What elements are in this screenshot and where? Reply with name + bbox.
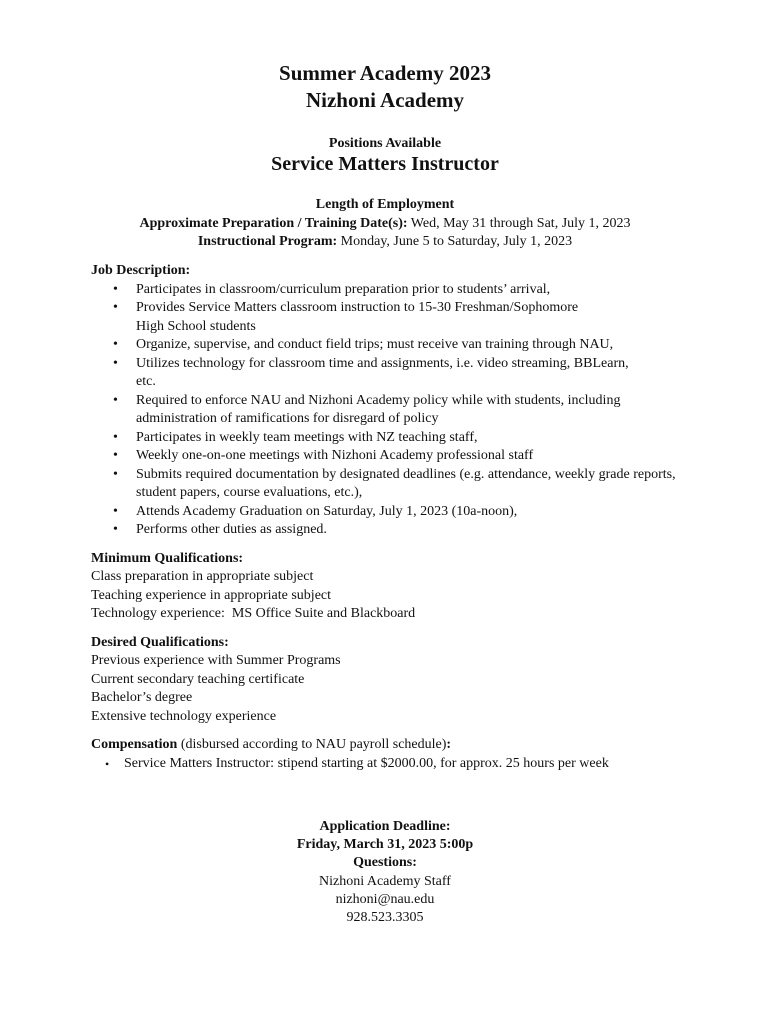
list-item: • Utilizes technology for classroom time and assignments, i.e. video streaming, BBLearn, etc. (91, 355, 691, 392)
desired-qualification-item: Previous experience with Summer Programs (91, 653, 341, 668)
desired-qualification-item: Extensive technology experience (91, 708, 277, 724)
list-item: • Provides Service Matters classroom instruction to 15-30 Freshman/Sophomore High School students (91, 299, 691, 336)
list-item: • Participates in classroom/curriculum preparation prior to students’ arrival, (91, 281, 691, 300)
employment-heading: Length of Employment (315, 197, 455, 212)
compensation-note: (disbursed according to NAU payroll schedule) (177, 737, 447, 752)
list-item: • Weekly one-on-one meetings with Nizhoni Academy professional staff (91, 447, 691, 466)
program-label: Instructional Program: (197, 234, 338, 249)
contact-email[interactable]: nizhoni@nau.edu (335, 891, 435, 907)
prep-label: Approximate Preparation / Training Date(s): (139, 215, 408, 231)
title-line-1: Summer Academy 2023 (279, 61, 491, 85)
desired-qualification-item: Current secondary teaching certificate (91, 671, 305, 687)
contact-phone: 928.523.3305 (346, 910, 424, 926)
list-item: • Organize, supervise, and conduct field trips; must receive van training through NAU, (91, 336, 691, 355)
title-line-2: Nizhoni Academy (305, 88, 465, 112)
program-value: Monday, June 5 to Saturday, July 1, 2023 (337, 234, 573, 249)
list-item: • Attends Academy Graduation on Saturday, July 1, 2023 (10a-noon), (91, 503, 691, 522)
document-title (0, 60, 770, 114)
compensation-list (91, 755, 691, 774)
compensation-line (91, 736, 691, 755)
job-description-heading: Job Description: (91, 263, 191, 278)
compensation-colon: : (446, 737, 452, 752)
job-description-list (91, 281, 691, 540)
list-item: • Participates in weekly team meetings with NZ teaching staff, (91, 429, 691, 448)
role-title: Service Matters Instructor (271, 153, 499, 175)
minimum-qualifications-heading: Minimum Qualifications: (91, 550, 244, 566)
list-item: • Submits required documentation by designated deadlines (e.g. attendance, weekly grade reports, student papers, course evaluations, etc.), (91, 466, 691, 503)
minimum-qualification-item: Technology experience: MS Office Suite and Blackboard (91, 606, 416, 621)
deadline-value: Friday, March 31, 2023 5:00p (296, 837, 474, 853)
application-footer (0, 818, 770, 927)
positions-available: Positions Available (328, 136, 442, 151)
document-body (91, 262, 691, 773)
employment-dates (0, 196, 770, 252)
minimum-qualification-item: Teaching experience in appropriate subject (91, 587, 332, 603)
list-item: • Required to enforce NAU and Nizhoni Academy policy while with students, including administration of ramifications for disregard of policy (91, 392, 691, 429)
program-dates-line (0, 233, 770, 252)
questions-label: Questions: (353, 855, 417, 871)
minimum-qualification-item: Class preparation in appropriate subject (91, 569, 314, 584)
contact-name: Nizhoni Academy Staff (319, 873, 451, 889)
list-item: • Performs other duties as assigned. (91, 521, 691, 540)
list-item: • Service Matters Instructor: stipend starting at $2000.00, for approx. 25 hours per week (91, 755, 691, 774)
prep-value: Wed, May 31 through Sat, July 1, 2023 (407, 215, 631, 231)
prep-dates-line (0, 215, 770, 234)
compensation-heading: Compensation (91, 737, 178, 752)
desired-qualification-item: Bachelor’s degree (91, 690, 193, 705)
deadline-label: Application Deadline: (319, 819, 451, 834)
desired-qualifications-heading: Desired Qualifications: (91, 634, 229, 650)
